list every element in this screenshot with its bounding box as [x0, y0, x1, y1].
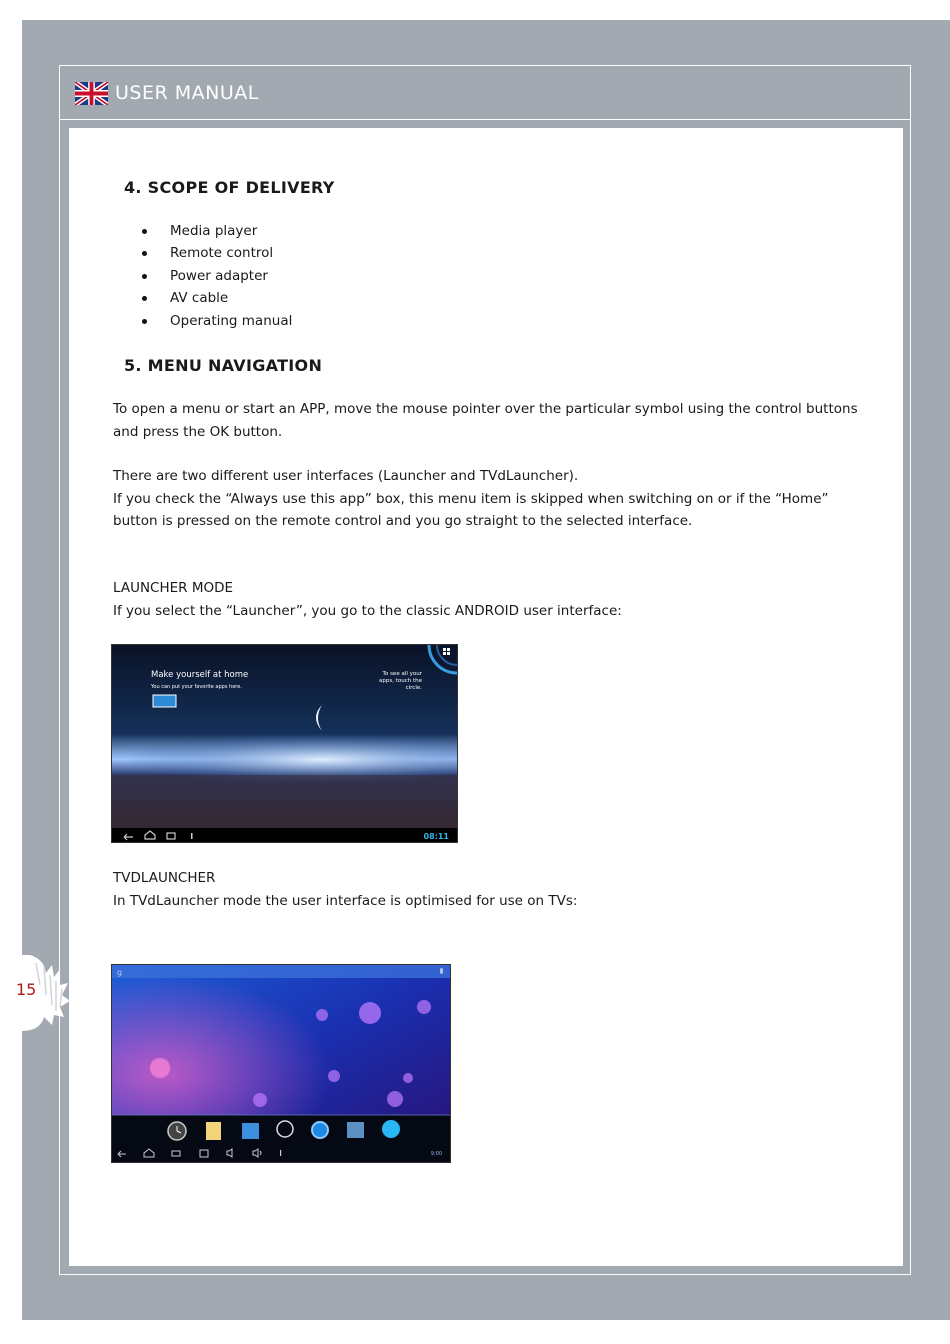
launcher-mode-title: LAUNCHER MODE [113, 580, 234, 596]
delivery-list [140, 220, 292, 332]
launcher-mode-desc: If you select the “Launcher”, you go to the classic ANDROID user interface: [113, 602, 622, 619]
google-search-icon[interactable]: g [117, 968, 123, 977]
ok-button[interactable] [153, 695, 176, 707]
tvd-title: TVDLAUNCHER [113, 870, 216, 886]
paragraph-tvdlauncher [113, 867, 577, 912]
launcher-hint-line3: circle. [405, 685, 422, 691]
gallery-icon[interactable] [347, 1122, 364, 1138]
music-app-icon[interactable] [312, 1122, 328, 1138]
file-manager-icon[interactable] [206, 1122, 221, 1140]
paragraph-launcher [113, 577, 622, 622]
video-player-icon[interactable] [242, 1123, 259, 1139]
list-item: Power adapter [140, 265, 292, 287]
page-number: 15 [16, 980, 37, 999]
tvdlauncher-screenshot [111, 964, 451, 1163]
launcher-hint-line1: To see all your [382, 671, 422, 677]
list-item: Operating manual [140, 310, 292, 332]
paragraph-interfaces: There are two different user interfaces (Launcher and TVdLauncher). If you check the “Always use this app” box, this menu item is skipped when switching on or if the “Home” button is pressed on the remote control and you go straight to the selected interface. [113, 468, 829, 529]
section-heading-scope: 4. SCOPE OF DELIVERY [124, 178, 335, 197]
header-divider [60, 119, 911, 120]
launcher-welcome-title: Make yourself at home [151, 670, 249, 680]
launcher-screenshot [111, 644, 458, 843]
browser-icon[interactable] [382, 1120, 400, 1138]
list-item: Media player [140, 220, 292, 242]
tvd-desc: In TVdLauncher mode the user interface is optimised for use on TVs: [113, 892, 578, 909]
menu-icon[interactable] [280, 1150, 281, 1156]
list-item: Remote control [140, 242, 292, 264]
launcher-clock: 08:11 [423, 832, 449, 841]
paragraph-open-menu: To open a menu or start an APP, move the mouse pointer over the particular symbol using the control buttons and press the OK button. [113, 401, 858, 440]
menu-icon[interactable] [191, 833, 193, 839]
uk-flag-icon [75, 82, 108, 105]
section-heading-navigation: 5. MENU NAVIGATION [124, 356, 323, 375]
launcher-hint-line2: apps, touch the [378, 678, 422, 684]
launcher-welcome-sub: You can put your favorite apps here. [151, 684, 242, 690]
list-item: AV cable [140, 287, 292, 309]
microphone-icon[interactable] [440, 968, 443, 974]
tvd-clock: 9:00 [430, 1151, 442, 1157]
header-title: USER MANUAL [115, 82, 259, 104]
